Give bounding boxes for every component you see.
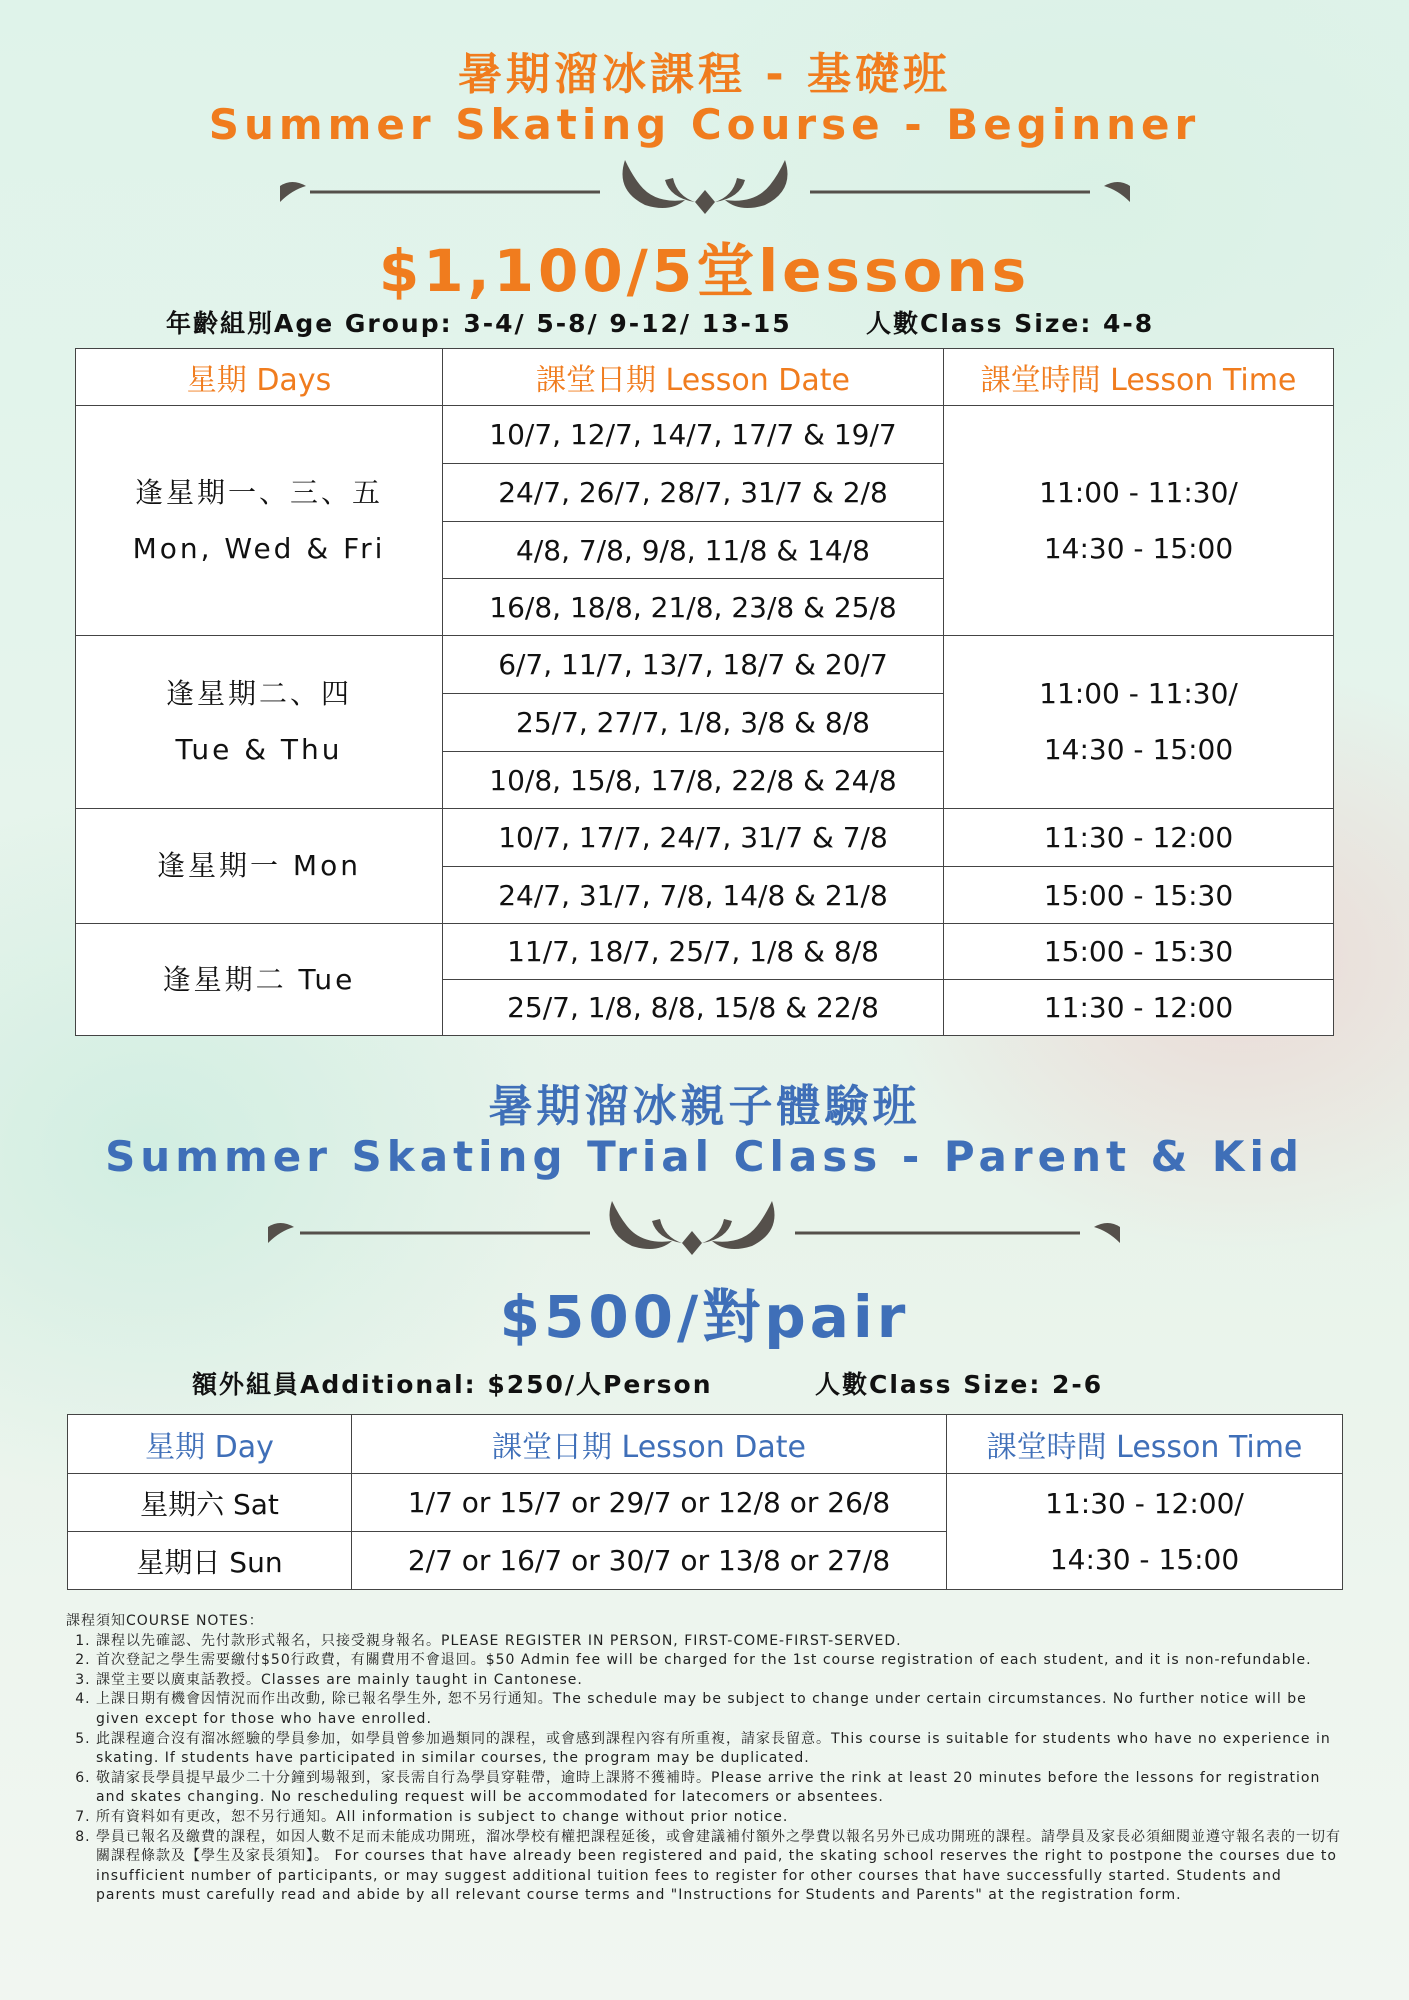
lesson-date-cell: 11/7, 18/7, 25/7, 1/8 & 8/8: [442, 923, 944, 980]
day-cell-sun: 星期日 Sun: [67, 1531, 352, 1590]
lesson-date-cell: 24/7, 31/7, 7/8, 14/8 & 21/8: [442, 866, 944, 924]
lesson-time-cell: 11:30 - 12:00: [943, 808, 1334, 867]
beginner-title-en: Summer Skating Course - Beginner: [208, 100, 1201, 149]
lesson-time-cell: [943, 405, 1334, 636]
day-cell-mon-wed-fri: [75, 405, 443, 636]
day-cell-mon: 逢星期一 Mon: [75, 808, 443, 924]
beginner-divider-ornament: [0, 150, 1409, 220]
lesson-date-cell: 1/7 or 15/7 or 29/7 or 12/8 or 26/8: [351, 1473, 947, 1532]
lesson-date-cell: 6/7, 11/7, 13/7, 18/7 & 20/7: [442, 635, 944, 694]
header-lesson-time: 課堂時間 Lesson Time: [946, 1414, 1343, 1474]
day-zh: 逢星期二、四: [165, 677, 352, 710]
lesson-date-cell: 2/7 or 16/7 or 30/7 or 13/8 or 27/8: [351, 1531, 947, 1590]
day-cell-sat: 星期六 Sat: [67, 1473, 352, 1532]
lesson-time-cell: [943, 635, 1334, 809]
header-days: 星期 Days: [75, 348, 443, 406]
course-notes-list: [66, 1632, 1346, 1906]
header-lesson-time: 課堂時間 Lesson Time: [943, 348, 1334, 406]
trial-title-zh: 暑期溜冰親子體驗班: [488, 1081, 921, 1132]
header-day: 星期 Day: [67, 1414, 352, 1474]
day-cell-tue-thu: [75, 635, 443, 809]
beginner-age-group: 年齡組別Age Group: 3-4/ 5-8/ 9-12/ 13-15: [166, 309, 792, 338]
note-item: 8. 學員已報名及繳費的課程，如因人數不足而未能成功開班，溜冰學校有權把課程延後，或會建議補付額外之學費以報名另外已成功開班的課程。請學員及家長必須細閱並遵守報名表的一切有關課程條款及【學生及家長須知】。 For courses that have already been registered and paid, the skating school reserves the right to postpone the courses due to insufficient number of participants, or may suggest additional tuition fees to register for other courses that have successfully started. Students and parents must carefully read and abide by all relevant course terms and "Instructions for Students and Parents" at the registration form.: [96, 1828, 1346, 1906]
lesson-date-cell: 10/8, 15/8, 17/8, 22/8 & 24/8: [442, 751, 944, 809]
course-notes-title: 課程須知COURSE NOTES：: [66, 1613, 264, 1629]
header-lesson-date: 課堂日期 Lesson Date: [442, 348, 944, 406]
time-line: 11:00 - 11:30/: [1039, 677, 1238, 710]
lesson-date-cell: 16/8, 18/8, 21/8, 23/8 & 25/8: [442, 578, 944, 636]
note-item: 5. 此課程適合沒有溜冰經驗的學員參加，如學員曾參加過類同的課程，或會感到課程內容有所重複，請家長留意。This course is suitable for students who have no experience in skating. If students have participated in similar courses, the program may be duplicated.: [96, 1730, 1346, 1769]
trial-additional: 額外組員Additional: $250/人Person: [192, 1370, 713, 1399]
lesson-date-cell: 4/8, 7/8, 9/8, 11/8 & 14/8: [442, 521, 944, 579]
day-cell-tue: 逢星期二 Tue: [75, 923, 443, 1036]
trial-class-size: 人數Class Size: 2-6: [815, 1370, 1104, 1399]
time-line: 14:30 - 15:00: [1043, 733, 1234, 766]
trial-price: $500/對pair: [499, 1283, 910, 1351]
day-en: Tue & Thu: [175, 733, 343, 766]
time-line: 14:30 - 15:00: [1043, 531, 1234, 565]
day-zh: 逢星期一、三、五: [134, 475, 383, 509]
header-lesson-date: 課堂日期 Lesson Date: [351, 1414, 947, 1474]
beginner-price: $1,100/5堂lessons: [378, 237, 1031, 305]
trial-divider-ornament: [0, 1195, 1409, 1265]
note-item: 4. 上課日期有機會因情況而作出改動, 除已報名學生外, 恕不另行通知。The schedule may be subject to change under certain circumstances. No further notice will be given except for those who have enrolled.: [96, 1690, 1346, 1729]
lesson-time-cell: 15:00 - 15:30: [943, 923, 1334, 980]
note-item: 2. 首次登記之學生需要繳付$50行政費，有關費用不會退回。$50 Admin fee will be charged for the 1st course registration of each student, and it is non-refundable.: [96, 1651, 1346, 1671]
time-line: 14:30 - 15:00: [1049, 1542, 1240, 1576]
trial-title-en: Summer Skating Trial Class - Parent & Kid: [105, 1132, 1304, 1181]
lesson-date-cell: 25/7, 1/8, 8/8, 15/8 & 22/8: [442, 979, 944, 1036]
lesson-date-cell: 24/7, 26/7, 28/7, 31/7 & 2/8: [442, 463, 944, 522]
beginner-class-size: 人數Class Size: 4-8: [866, 309, 1155, 338]
lesson-time-cell: 15:00 - 15:30: [943, 866, 1334, 924]
beginner-title-zh: 暑期溜冰課程 - 基礎班: [458, 49, 951, 100]
note-item: 1. 課程以先確認、先付款形式報名，只接受親身報名。PLEASE REGISTER IN PERSON, FIRST-COME-FIRST-SERVED.: [96, 1632, 1346, 1652]
day-en: Mon, Wed & Fri: [132, 531, 386, 565]
note-item: 6. 敬請家長學員提早最少二十分鐘到場報到，家長需自行為學員穿鞋帶，逾時上課將不獲補時。Please arrive the rink at least 20 minutes before the lessons for registration and skates changing. No rescheduling request will be accommodated for latecomers or absentees.: [96, 1769, 1346, 1808]
lesson-time-cell: 11:30 - 12:00: [943, 979, 1334, 1036]
lesson-date-cell: 10/7, 17/7, 24/7, 31/7 & 7/8: [442, 808, 944, 867]
lesson-time-cell: [946, 1473, 1343, 1590]
time-line: 11:00 - 11:30/: [1039, 475, 1238, 509]
lesson-date-cell: 25/7, 27/7, 1/8, 3/8 & 8/8: [442, 693, 944, 752]
time-line: 11:30 - 12:00/: [1045, 1486, 1244, 1520]
note-item: 3. 課堂主要以廣東話教授。Classes are mainly taught in Cantonese.: [96, 1671, 1346, 1691]
note-item: 7. 所有資料如有更改，恕不另行通知。All information is subject to change without prior notice.: [96, 1808, 1346, 1828]
lesson-date-cell: 10/7, 12/7, 14/7, 17/7 & 19/7: [442, 405, 944, 464]
course-notes: [66, 1612, 1346, 1906]
